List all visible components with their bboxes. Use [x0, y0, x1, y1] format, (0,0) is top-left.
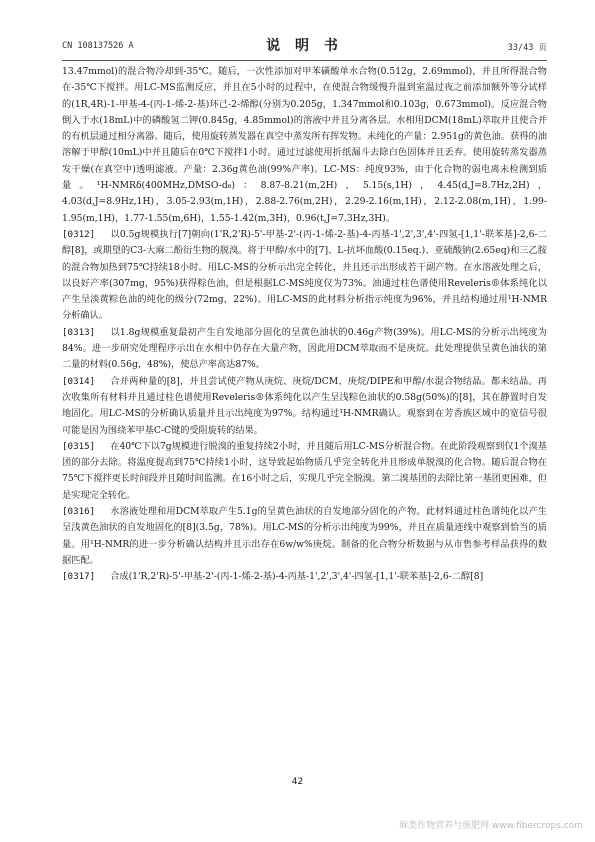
- paragraph-number: [0313]: [62, 326, 96, 338]
- paragraph-number: [0316]: [62, 506, 96, 518]
- paragraph-number: [0312]: [62, 228, 96, 240]
- paragraph-0316: [62, 504, 547, 569]
- paragraph-text: 以1.8g规模重复最初产生自发地部分固化的呈黄色油状的0.46g产物(39%)。用LC-MS的分析示出纯度为84%。进一步研究处理程序示出在水相中仍存在大量产物，因此用DCM萃取而不是庚烷。此处理提供呈黄色油状的第二量的材料(0.56g，48%)，使总产率高达87%。: [62, 326, 547, 371]
- paragraph-number: [0317]: [62, 571, 96, 583]
- paragraph-text: 水溶液处理和用DCM萃取产生5.1g的呈黄色油状的自发地部分固化的产物。此材料通过柱色谱纯化以产生呈浅黄色油状的自发地固化的[8](3.5g，78%)。用LC-MS的分析示出纯度为99%，并且在质量迹线中观察到恰当的质量。用¹H-NMR的进一步分析确认结构并且示出存在6w/w%庚烷。制备的化合物分析数据与从市售参考样品获得的数据匹配。: [62, 506, 547, 566]
- paragraph-text: 合成(1'R,2'R)-5'-甲基-2'-(丙-1-烯-2-基)-4-丙基-1',2',3',4'-四氢-[1,1'-联苯基]-2,6-二醇[8]: [110, 571, 484, 583]
- lead-paragraph: 13.47mmol)的混合物冷却到-35℃。随后，一次性添加对甲苯磺酸单水合物(0.512g，2.69mmol)，并且所得混合物在-35℃下搅拌。用LC-MS监测反应，并且在5小时的过程中，在使混合物缓慢升温到室温过夜之前添加额外等分试样的(1R,4R)-1-甲基-4-(丙-1-烯-2-基)环己-2-烯醇(分别为0.205g，1.347mmol和0.103g，0.673mmol)。反应混合物倒入于水(18mL)中的磷酸氢二钾(0.845g，4.85mmol)的溶液中并且分离各层。水相用DCM(18mL)萃取并且使合并的有机层通过相分离器。随后，使用旋转蒸发器在真空中蒸发所有挥发物。未纯化的产量：2.951g的黄色油。获得的油溶解于甲醇(10mL)中并且随后在0℃下搅拌1小时。通过过滤使用折纸漏斗去除白色固体并且丢弃。使用旋转蒸发器蒸发干燥(在真空中)透明滤液。产量：2.36g黄色油(99%产率)。LC-MS：纯度93%，由于化合物的弱电离未检测到质量。¹H-NMRδ(400MHz,DMSO-d₆)：8.87-8.21(m,2H)，5.15(s,1H)，4.45(d,J=8.7Hz,2H)，4.03(d,J=8.9Hz,1H)，3.05-2.93(m,1H)，2.88-2.76(m,2H)，2.29-2.16(m,1H)，2.12-2.08(m,1H)，1.99-1.95(m,1H)，1.77-1.55(m,6H)，1.55-1.42(m,3H)，0.96(t,J=7.3Hz,3H)。: [62, 66, 547, 224]
- publication-number: CN 108137526 A: [62, 41, 134, 51]
- paragraph-0314: [62, 374, 547, 439]
- page-indicator: 33/43 页: [507, 43, 547, 53]
- paragraph-0317: [62, 569, 547, 585]
- paragraph-number: [0315]: [62, 440, 96, 452]
- paragraph-text: 以0.5g规模执行[7]朝向(1'R,2'R)-5'-甲基-2'-(丙-1-烯-2-基)-4-丙基-1',2',3',4'-四氢-[1,1'-联苯基]-2,6-二醇[8]，或期望的C3-大麻二酚衍生物的脱溴。将于甲醇/水中的[7]、L-抗坏血酸(0.15eq.)、亚硫酸钠(2.65eq)和三乙胺的混合物加热到75℃持续18小时。用LC-MS的分析示出完全转化，并且还示出形成若干副产物。在水溶液处理之后，以良好产率(307mg，95%)获得粽色油，但是根据LC-MS纯度仅为73%。油通过柱色谱使用Reveleris®体系纯化以产生呈淡黄粽色油的纯化的级分(72mg，22%)。用LC-MS的此材料分析指示纯度为96%，并且结构通过用¹H-NMR分析确认。: [62, 228, 547, 322]
- paragraph-0312: [62, 227, 547, 325]
- paragraph-text: 在40℃下以7g规模进行脱溴的重复持续2小时，并且随后用LC-MS分析混合物。在此阶段观察到仅1个溴基团的部分去除。将温度提高到75℃持续1小时，这导致起始物质几乎完全转化并且形成单脱溴的化合物。随后混合物在75℃下搅拌更长时间段并且随时间监测。在16小时之后，实现几乎完全脱溴。第二溴基团的去除比第一基团更困难，但是实现完全转化。: [62, 440, 547, 501]
- watermark-text: 麻类作物营养与施肥网 www.fibercrops.com: [399, 821, 583, 831]
- page-number: 42: [291, 777, 304, 787]
- page-header: [62, 35, 547, 59]
- paragraph-0315: [62, 439, 547, 504]
- header-rule: [62, 60, 547, 61]
- document-title: 说 明 书: [266, 38, 343, 54]
- paragraph-0313: [62, 325, 547, 374]
- document-body: [62, 64, 547, 586]
- paragraph-number: [0314]: [62, 375, 96, 387]
- paragraph-text: 合并两种量的[8]，并且尝试使产物从庚烷、庚烷/DCM、庚烷/DIPE和甲醇/水混合物结晶。都未结晶。再次收集所有材料并且通过柱色谱使用Reveleris®体系纯化以产生呈浅粽色油状的0.58g(50%)的[8]，其在静置时自发地固化。用LC-MS的分析确认质量并且示出纯度为97%。结构通过¹H-NMR确认。观察到在芳香族区域中的宽信号很可能是因为围绕苯甲基C-C键的受阻旋转的结果。: [62, 375, 547, 436]
